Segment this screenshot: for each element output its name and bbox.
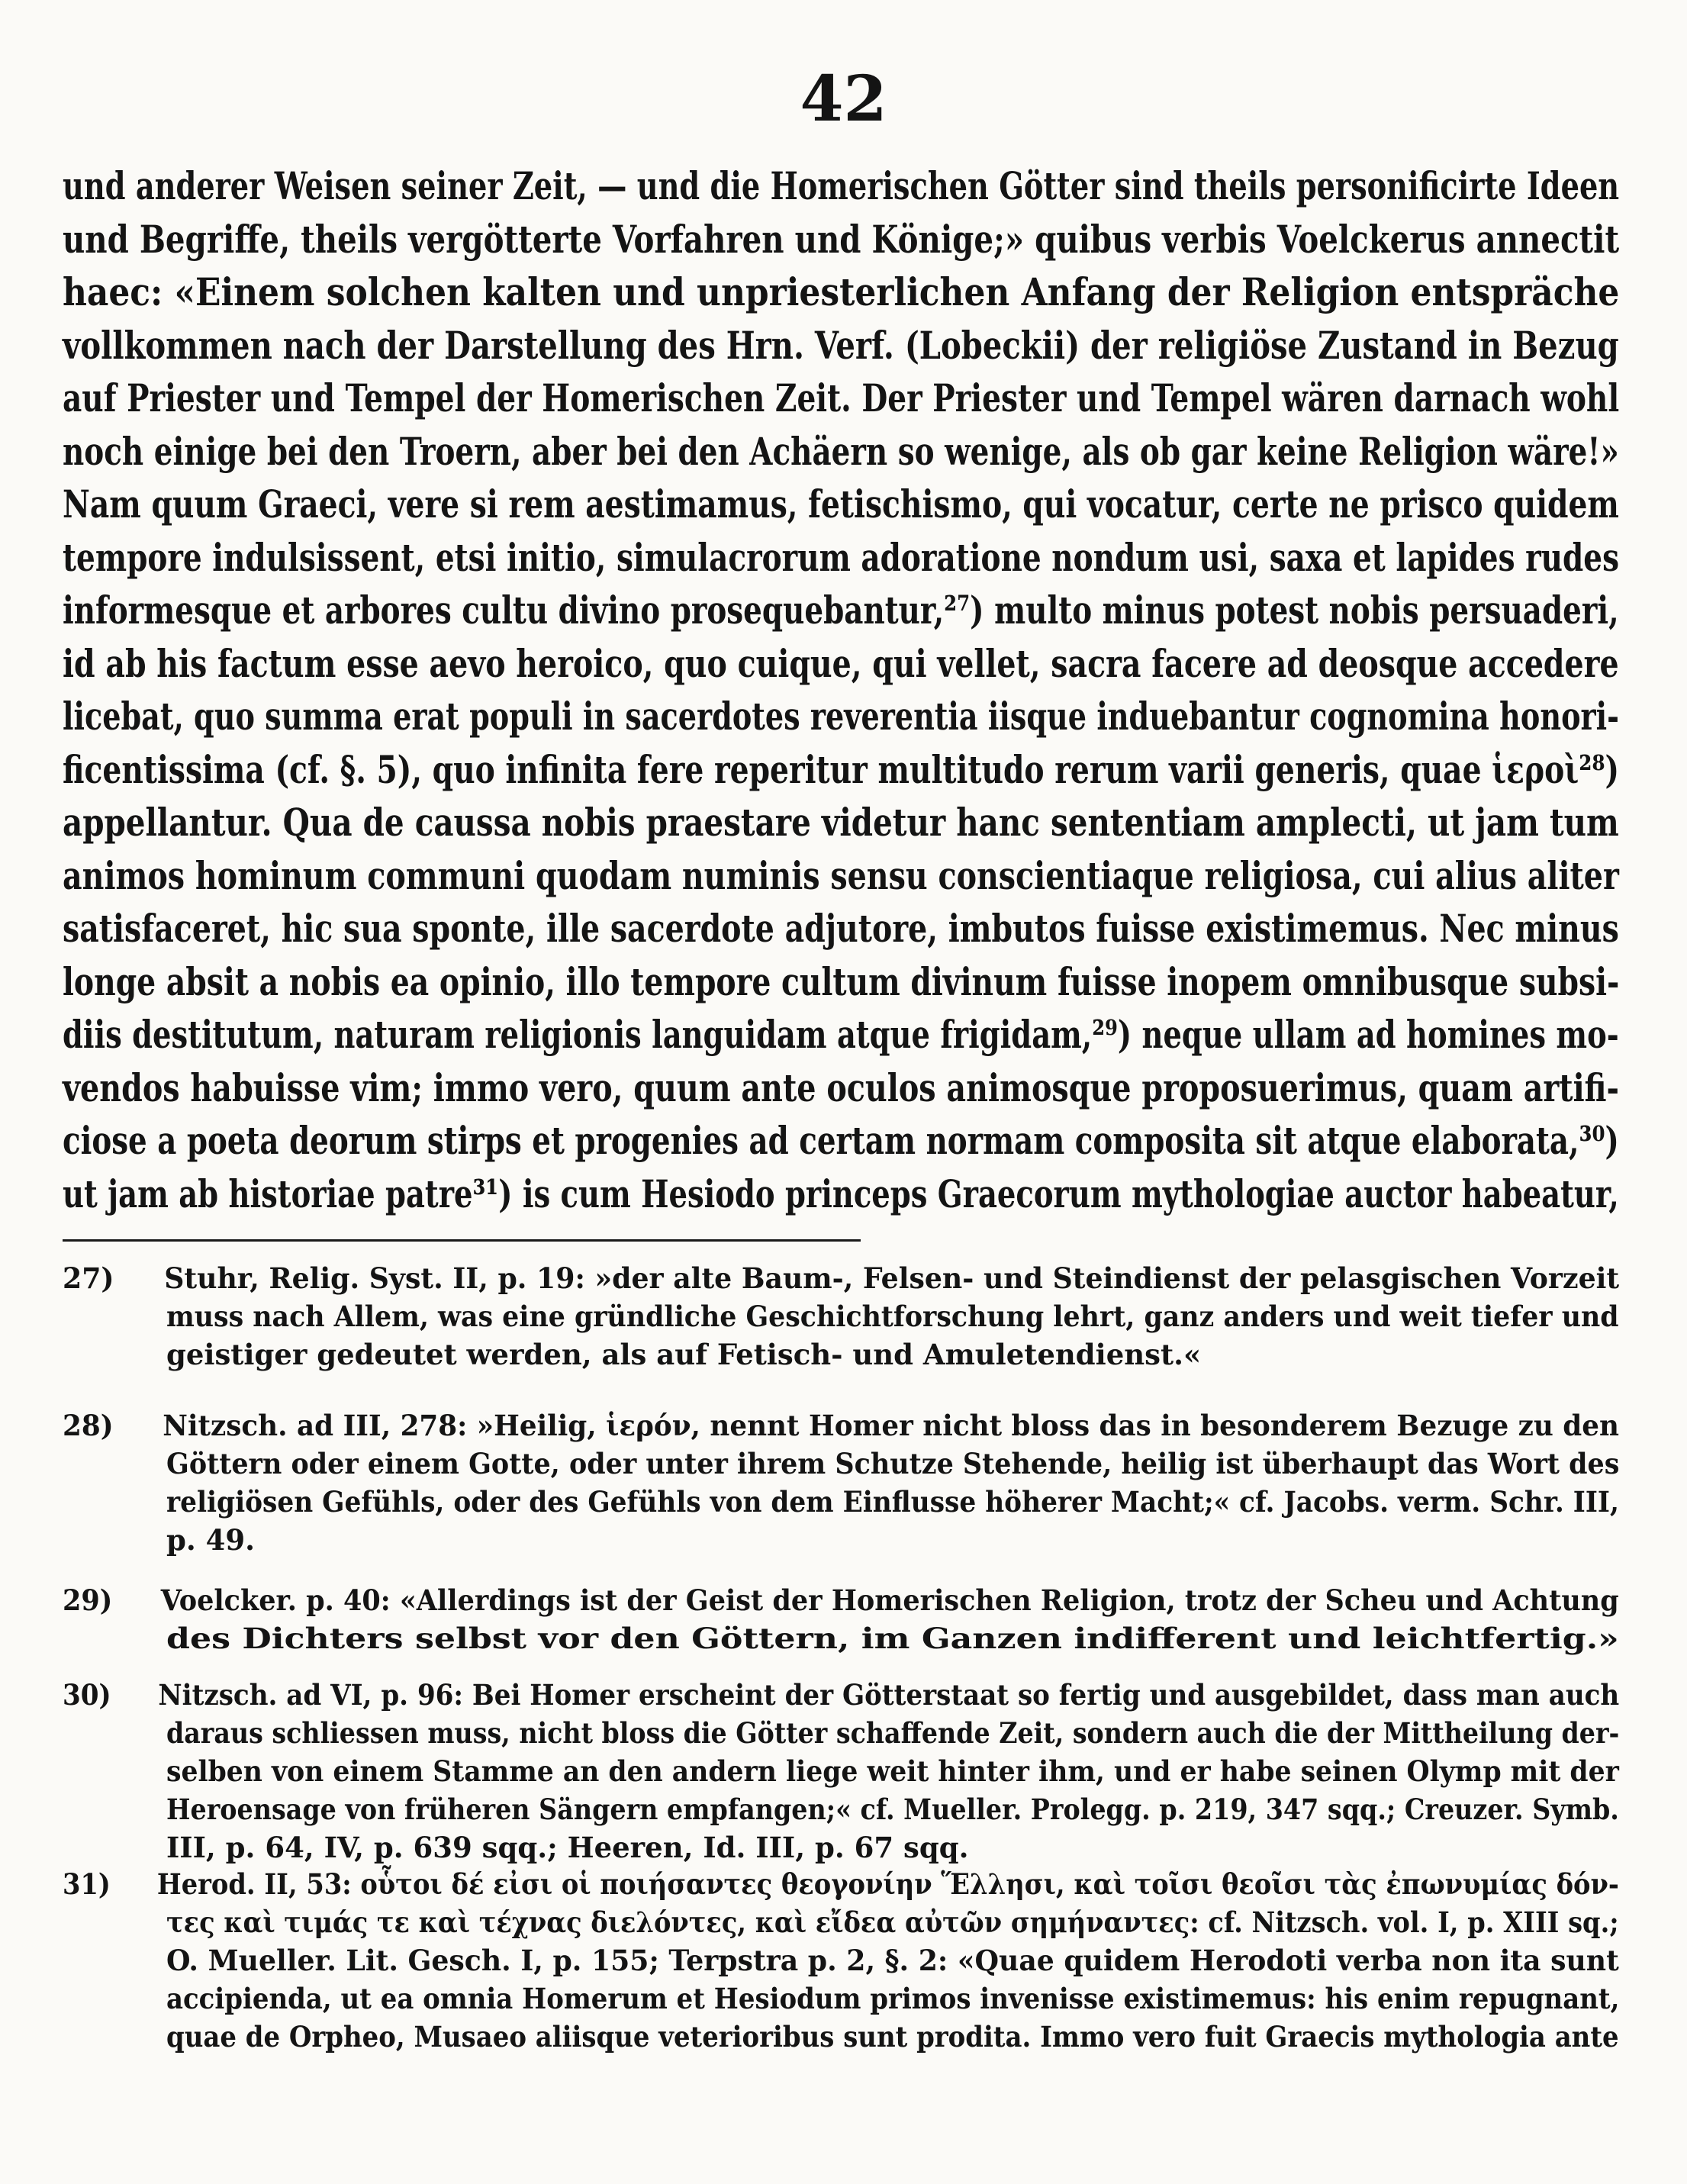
footnote-line: p. 49. <box>166 1523 256 1557</box>
body-line: ut jam ab historiae patre³¹) is cum Hesiodo princeps Graecorum mythologiae auctor habeatur, <box>63 1171 1619 1216</box>
body-line: noch einige bei den Troern, aber bei den Achäern so wenige, als ob gar keine Religion wäre!» <box>63 428 1619 474</box>
footnote-line: τες καὶ τιμάς τε καὶ τέχνας διελόντες, καὶ εἴδεα αὐτῶν σημήναντες: cf. Nitzsch. vol. I, p. XIII sq.; <box>166 1905 1619 1939</box>
footnote-line <box>63 1581 1619 1619</box>
body-line: diis destitutum, naturam religionis languidam atque frigidam,²⁹) neque ullam ad homines mo- <box>63 1012 1619 1057</box>
body-line: vollkommen nach der Darstellung des Hrn. Verf. (Lobeckii) der religiöse Zustand in Bezug <box>63 322 1619 368</box>
footnote-line <box>63 1676 1619 1714</box>
footnote-text: Herod. II, 53: οὗτοι δέ εἰσι οἱ ποιήσαντες θεογονίην Ἕλλησι, καὶ τοῖσι θεοῖσι τὰς ἐπωνυμίας δόν- <box>156 1867 1619 1901</box>
body-line: und anderer Weisen seiner Zeit, — und die Homerischen Götter sind theils personificirte Ideen <box>63 163 1620 208</box>
footnote-text: Voelcker. p. 40: «Allerdings ist der Geist der Homerischen Religion, trotz der Scheu und Achtung <box>160 1583 1619 1617</box>
footnote-line: Heroensage von früheren Sängern empfangen;« cf. Mueller. Prolegg. p. 219, 347 sqq.; Creuzer. Symb. <box>166 1793 1619 1826</box>
footnote-text: Nitzsch. ad VI, p. 96: Bei Homer erscheint der Götterstaat so fertig und ausgebildet, dass man auch <box>158 1678 1620 1712</box>
footnote-number: 29) <box>63 1583 113 1617</box>
body-line: und Begriffe, theils vergötterte Vorfahren und Könige;» quibus verbis Voelckerus annectit <box>63 216 1620 262</box>
body-line: auf Priester und Tempel der Homerischen Zeit. Der Priester und Tempel wären darnach wohl <box>63 375 1620 420</box>
body-line: longe absit a nobis ea opinio, illo tempore cultum divinum fuisse inopem omnibusque subsi- <box>63 958 1620 1004</box>
footnote-number: 30) <box>63 1678 111 1712</box>
body-line: haec: «Einem solchen kalten und unpriesterlichen Anfang der Religion entspräche <box>63 269 1620 314</box>
page-number: 42 <box>800 63 887 136</box>
body-line: appellantur. Qua de caussa nobis praestare videtur hanc sententiam amplecti, ut jam tum <box>63 800 1619 845</box>
body-line: satisfaceret, hic sua sponte, ille sacerdote adjutore, imbutos fuisse existimemus. Nec minus <box>63 906 1619 951</box>
body-line: animos hominum communi quodam numinis sensu conscientiaque religiosa, cui alius aliter <box>63 852 1619 898</box>
body-line: licebat, quo summa erat populi in sacerdotes reverentia iisque induebantur cognomina honori- <box>63 694 1619 739</box>
footnote-line: Göttern oder einem Gotte, oder unter ihrem Schutze Stehende, heilig ist überhaupt das Wort des <box>166 1447 1620 1480</box>
footnote-number: 31) <box>63 1867 111 1901</box>
body-line: ficentissima (cf. §. 5), quo infinita fere reperitur multitudo rerum varii generis, quae ἱεροὶ²⁸) <box>63 746 1620 792</box>
footnote-divider <box>63 1239 861 1242</box>
footnote-line: muss nach Allem, was eine gründliche Geschichtforschung lehrt, ganz anders und weit tiefer und <box>166 1300 1619 1333</box>
footnote-line: geistiger gedeutet werden, als auf Fetisch- und Amuletendienst.« <box>166 1338 1202 1371</box>
footnote-text: Nitzsch. ad III, 278: »Heilig, ἱερόν, nennt Homer nicht bloss das in besonderem Bezuge zu den <box>163 1409 1619 1442</box>
footnote-line: des Dichters selbst vor den Göttern, im Ganzen indifferent und leichtfertig.» <box>166 1622 1619 1655</box>
body-line: informesque et arbores cultu divino prosequebantur,²⁷) multo minus potest nobis persuaderi, <box>63 588 1619 633</box>
footnote-line: religiösen Gefühls, oder des Gefühls von dem Einflusse höherer Macht;« cf. Jacobs. verm. Schr. III, <box>166 1485 1619 1519</box>
footnote-line: accipienda, ut ea omnia Homerum et Hesiodum primos invenisse existimemus: his enim repugnant, <box>166 1982 1620 2015</box>
body-line: tempore indulsissent, etsi initio, simulacrorum adoratione nondum usi, saxa et lapides rudes <box>63 534 1620 580</box>
footnote-line <box>63 1865 1619 1903</box>
body-line: id ab his factum esse aevo heroico, quo cuique, qui vellet, sacra facere ad deosque accedere <box>63 640 1619 686</box>
footnote-line: III, p. 64, IV, p. 639 sqq.; Heeren, Id. III, p. 67 sqq. <box>166 1831 969 1864</box>
footnote-number: 28) <box>63 1409 114 1442</box>
body-line: vendos habuisse vim; immo vero, quum ante oculos animosque proposuerimus, quam artifi- <box>63 1065 1619 1110</box>
footnote-text: Stuhr, Relig. Syst. II, p. 19: »der alte Baum-, Felsen- und Steindienst der pelasgischen Vorzeit <box>164 1261 1620 1295</box>
body-line: Nam quum Graeci, vere si rem aestimamus, fetischismo, qui vocatur, certe ne prisco quidem <box>63 482 1619 527</box>
footnote-line <box>63 1259 1619 1297</box>
footnote-line: quae de Orpheo, Musaeo aliisque veterioribus sunt prodita. Immo vero fuit Graecis mythologia ante <box>166 2020 1619 2054</box>
footnote-line: O. Mueller. Lit. Gesch. I, p. 155; Terpstra p. 2, §. 2: «Quae quidem Herodoti verba non ita sunt <box>166 1944 1619 1977</box>
body-line: ciose a poeta deorum stirps et progenies ad certam normam composita sit atque elaborata,³⁰) <box>63 1118 1619 1163</box>
footnote-line: selben von einem Stamme an den andern liege weit hinter ihm, und er habe seinen Olymp mit der <box>166 1754 1619 1788</box>
footnote-line <box>63 1406 1619 1445</box>
footnote-line: daraus schliessen muss, nicht bloss die Götter schaffende Zeit, sondern auch die der Mittheilung der- <box>166 1716 1620 1750</box>
footnote-number: 27) <box>63 1261 114 1295</box>
